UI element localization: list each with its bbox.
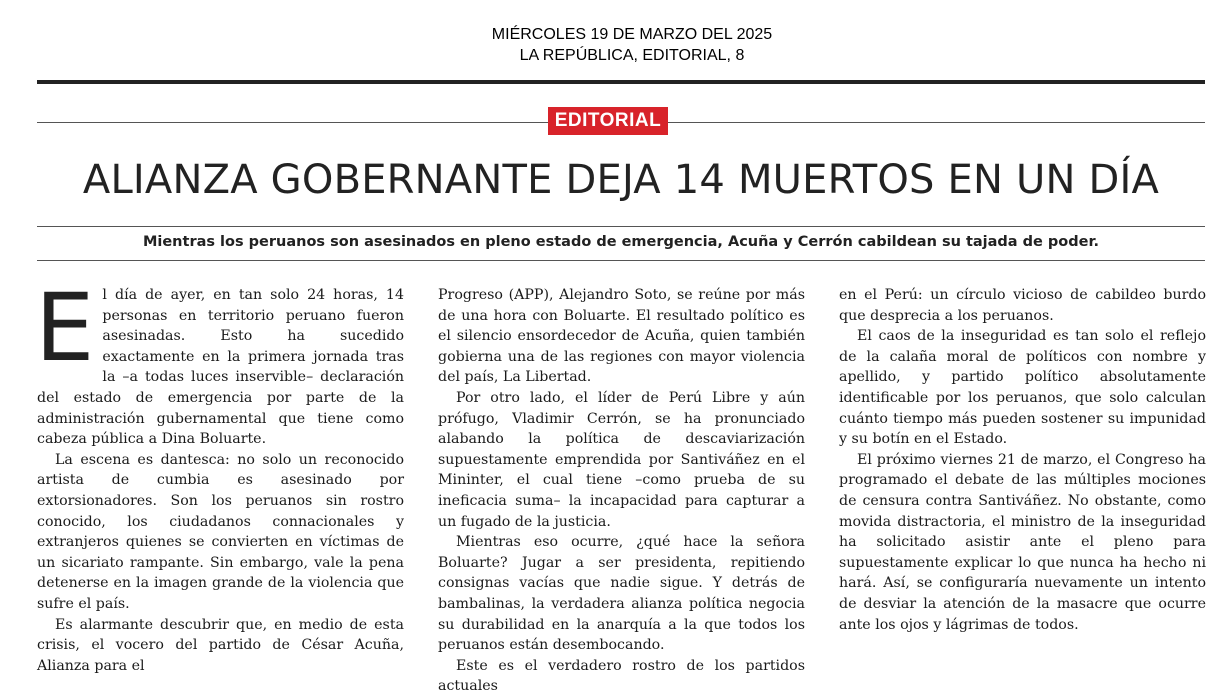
paragraph: Por otro lado, el líder de Perú Libre y aún prófugo, Vladimir Cerrón, se ha pronunciado alabando la política de descaviarización supuestamente emprendida por Santiváñez en el Mininter, el cual tiene –como prueba de su ineficacia suma– la incapacidad para capturar a un fugado de la justicia. (438, 389, 805, 530)
paragraph: El caos de la inseguridad es tan solo el reflejo de la calaña moral de políticos con nombre y apellido, y partido político absolutamente identificable por los peruanos, que solo calculan cuánto tiempo más pueden sostener su impunidad y su botín en el Estado. (839, 328, 1206, 448)
deck-bottom-rule (37, 260, 1205, 261)
paragraph: Mientras eso ocurre, ¿qué hace la señora Boluarte? Jugar a ser presidenta, repitiendo consignas vacías que nadie sigue. Y detrás de bambalinas, la verdadera alianza política negocia su durabilidad en la anarquía a la que todos los peruanos están desembocando. (438, 534, 805, 654)
paragraph: en el Perú: un círculo vicioso de cabildeo burdo que desprecia a los peruanos. (839, 287, 1206, 324)
article-column-1 (35, 274, 404, 676)
paragraph: Es alarmante descubrir que, en medio de esta crisis, el vocero del partido de César Acuña, Alianza para el (37, 616, 404, 674)
source-header (0, 24, 1230, 66)
deck: Mientras los peruanos son asesinados en pleno estado de emergencia, Acuña y Cerrón cabildean su tajada de poder. (142, 234, 1100, 250)
paragraph: Progreso (APP), Alejandro Soto, se reúne por más de una hora con Boluarte. El resultado político es el silencio ensordecedor de Acuña, quien también gobierna una de las regiones con mayor violencia del país, La Libertad. (438, 287, 805, 386)
article-column-2 (438, 285, 805, 697)
drop-cap: E (35, 274, 95, 383)
deck-top-rule (37, 226, 1205, 227)
paragraph: La escena es dantesca: no solo un reconocido artista de cumbia es asesinado por extorsionadores. Son los peruanos sin rostro conocido, los ciudadanos connacionales y extranjeros quienes se convierten en víctimas de un sicariato rampante. Sin embargo, vale la pena detenerse en la imagen grande de la violencia que sufre el país. (37, 451, 404, 612)
top-thick-rule (37, 80, 1205, 84)
date-line: MIÉRCOLES 19 DE MARZO DEL 2025 (491, 26, 773, 43)
paragraph-text: l día de ayer, en tan solo 24 horas, 14 personas en territorio peruano fueron asesinadas. Esto ha sucedido exactamente en la primera jornada tras la –a todas luces inservible– declaración del estado de emergencia por parte de la administración gubernamental que tiene como cabeza pública a Dina Boluarte. (37, 287, 404, 448)
headline: ALIANZA GOBERNANTE DEJA 14 MUERTOS EN UN DÍA (82, 157, 1160, 203)
article-column-3 (839, 285, 1206, 635)
publication-line: LA REPÚBLICA, EDITORIAL, 8 (519, 47, 745, 64)
section-badge: EDITORIAL (548, 107, 668, 135)
paragraph: Este es el verdadero rostro de los partidos actuales (438, 657, 805, 695)
paragraph: El próximo viernes 21 de marzo, el Congreso ha programado el debate de las múltiples mociones de censura contra Santiváñez. No obstante, como movida distractoria, el ministro de la inseguridad ha solicitado asistir ante el pleno para supuestamente explicar lo que nunca ha hecho ni hará. Así, se configuraría nuevamente un intento de desviar la atención de la masacre que ocurre ante los ojos y lágrimas de todos. (839, 451, 1206, 633)
paragraph (35, 274, 404, 450)
